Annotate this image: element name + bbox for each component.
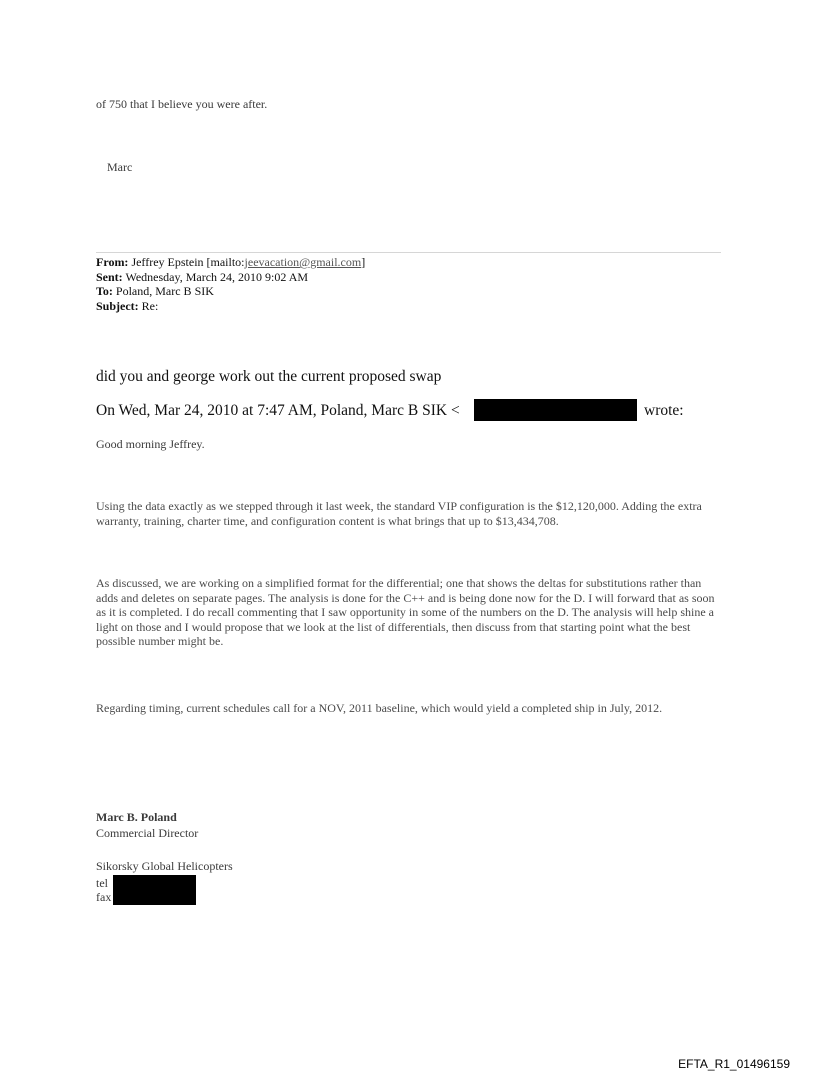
subject-line: Subject: Re: (96, 298, 159, 313)
redaction-tel (113, 875, 196, 890)
from-line: From: Jeffrey Epstein [mailto:jeevacation@gmail.com] (96, 255, 366, 269)
document-id: EFTA_R1_01496159 (678, 1057, 790, 1071)
signoff-name: Marc (107, 160, 133, 174)
quote-intro-start: On Wed, Mar 24, 2010 at 7:47 AM, Poland, Marc B SIK < (96, 402, 460, 419)
greeting: Good morning Jeffrey. (96, 437, 205, 451)
email-header (96, 255, 365, 313)
quote-intro-end: wrote: (644, 402, 684, 419)
signature-company: Sikorsky Global Helicopters (96, 859, 233, 873)
continued-text: of 750 that I believe you were after. (96, 97, 268, 111)
signature-title: Commercial Director (96, 826, 199, 840)
signature-name: Marc B. Poland (96, 810, 177, 824)
reply-body: did you and george work out the current proposed swap (96, 368, 442, 385)
redaction-fax (113, 890, 196, 905)
from-email-link[interactable]: jeevacation@gmail.com (244, 255, 362, 269)
header-divider (96, 252, 721, 253)
paragraph-pricing: Using the data exactly as we stepped through it last week, the standard VIP configuration is the $12,120,000. Adding the extra warranty, training, charter time, and configuration content is what brings that up to $13,434,708. (96, 499, 702, 528)
signature-tel-label: tel (96, 876, 108, 890)
paragraph-timing: Regarding timing, current schedules call for a NOV, 2011 baseline, which would yield a completed ship in July, 2012. (96, 701, 663, 715)
paragraph-differential: As discussed, we are working on a simplified format for the differential; one that shows the deltas for substitutions rather than adds and deletes on separate pages. The analysis is done for the C++ and is being done now for the D. I will forward that as soon as it is completed. I do recall commenting that I saw opportunity in some of the numbers on the D. The analysis will help shine a light on those and I would propose that we look at the list of differentials, then discuss from that starting point what the best possible number might be. (96, 576, 715, 648)
sent-line: Sent: Wednesday, March 24, 2010 9:02 AM (96, 269, 309, 284)
redaction-email (474, 399, 637, 421)
signature-fax-label: fax (96, 890, 112, 904)
to-line: To: Poland, Marc B SIK (96, 284, 214, 298)
